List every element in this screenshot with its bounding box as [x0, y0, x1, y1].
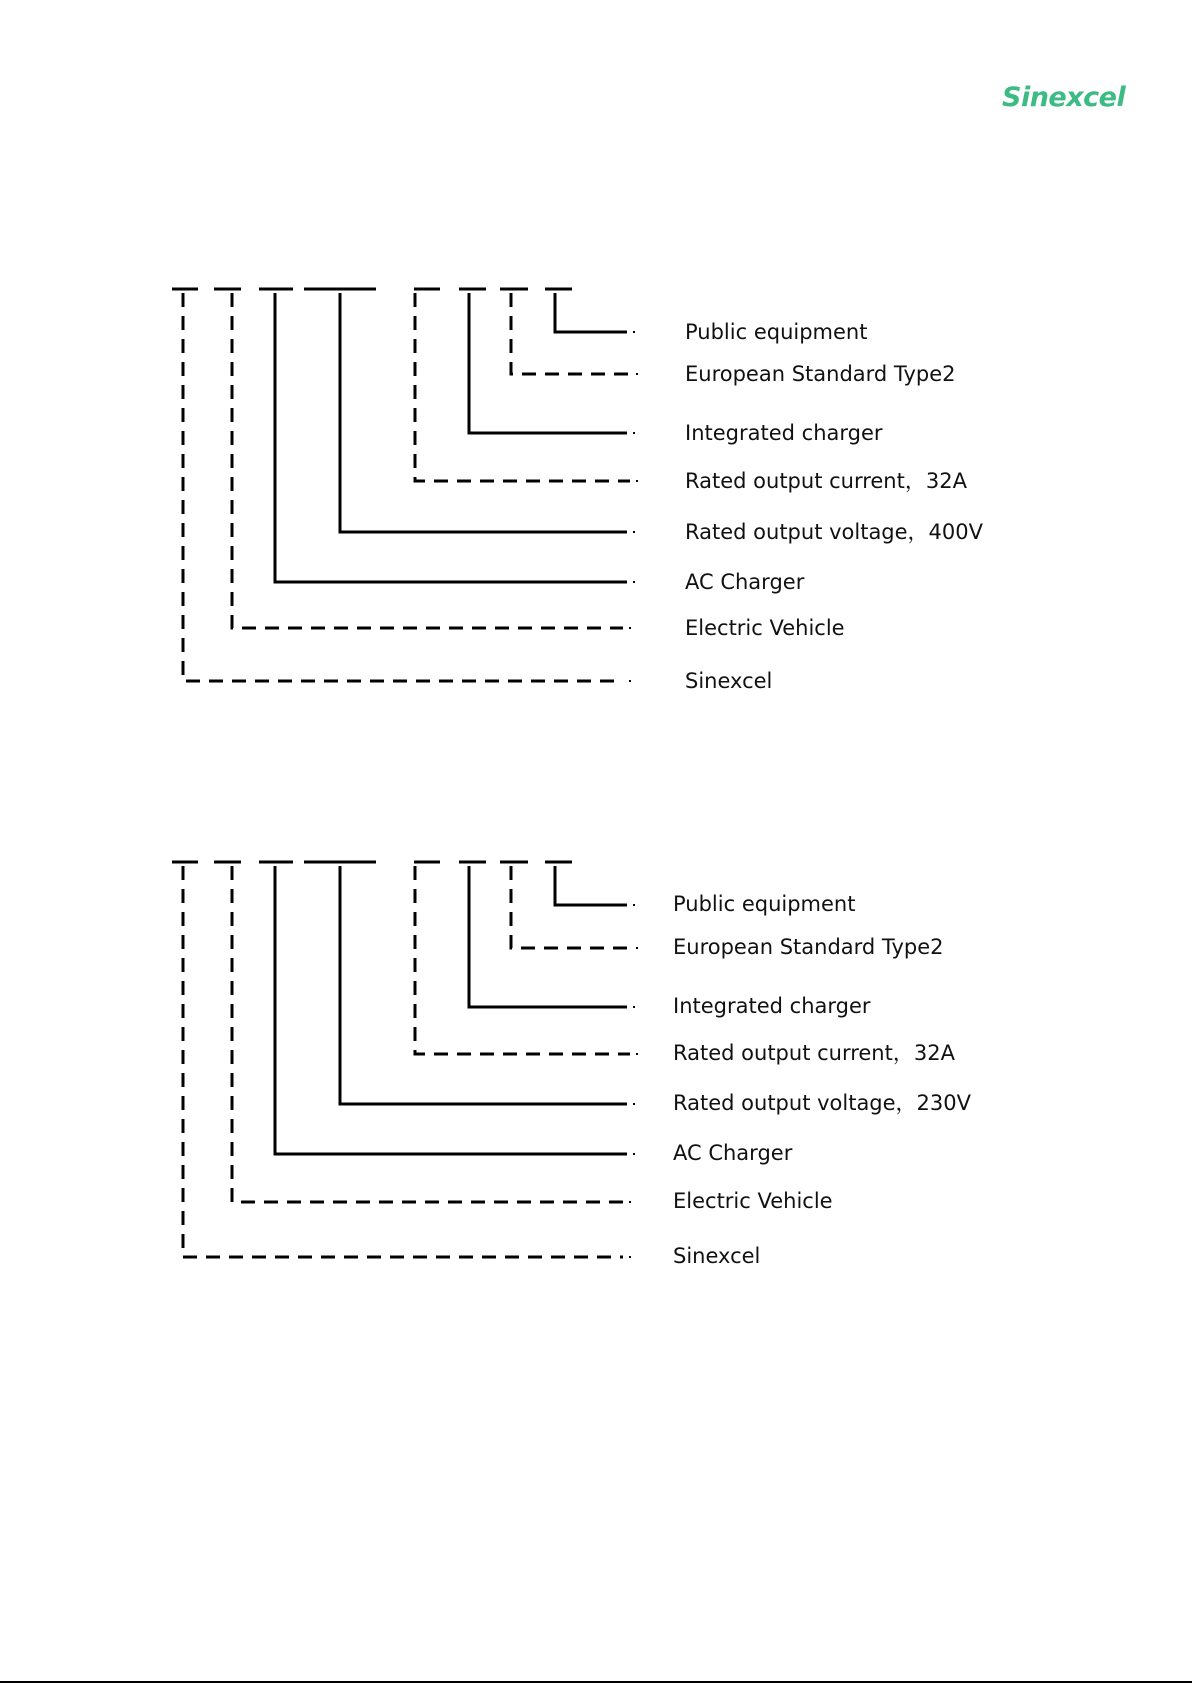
leader-line-rated-output-voltage-230v — [340, 866, 627, 1104]
label-rated-output-current-32a: Rated output current，32A — [673, 1041, 955, 1065]
leader-line-public-equipment — [555, 866, 627, 905]
label-european-standard-type2: European Standard Type2 — [673, 935, 944, 959]
label-ac-charger: AC Charger — [673, 1141, 793, 1165]
label-public-equipment: Public equipment — [673, 892, 856, 916]
leader-line-electric-vehicle — [232, 293, 623, 628]
label-integrated-charger: Integrated charger — [685, 421, 883, 445]
leader-line-sinexcel — [183, 293, 623, 681]
leader-line-ac-charger — [275, 866, 627, 1154]
label-integrated-charger: Integrated charger — [673, 994, 871, 1018]
label-european-standard-type2: European Standard Type2 — [685, 362, 956, 386]
sinexcel-logo: Sinexcel — [1002, 82, 1126, 113]
leader-line-integrated-charger — [469, 293, 627, 433]
leader-line-rated-output-current-32a — [415, 866, 630, 1054]
leader-line-rated-output-voltage-400v — [340, 293, 627, 532]
label-ac-charger: AC Charger — [685, 570, 805, 594]
leader-line-integrated-charger — [469, 866, 627, 1007]
label-public-equipment: Public equipment — [685, 320, 868, 344]
footer-rule — [0, 1681, 1192, 1683]
label-rated-output-voltage-230v: Rated output voltage，230V — [673, 1091, 972, 1115]
label-electric-vehicle: Electric Vehicle — [673, 1189, 833, 1213]
model-code-diagram-1 — [172, 289, 984, 693]
leader-line-electric-vehicle — [232, 866, 623, 1202]
leader-line-european-standard-type2 — [511, 866, 630, 948]
model-code-diagram-2 — [172, 862, 972, 1268]
leader-line-public-equipment — [555, 293, 627, 332]
leader-line-sinexcel — [183, 866, 623, 1257]
label-rated-output-current-32a: Rated output current，32A — [685, 469, 967, 493]
leader-line-ac-charger — [275, 293, 627, 582]
label-electric-vehicle: Electric Vehicle — [685, 616, 845, 640]
label-sinexcel: Sinexcel — [673, 1244, 761, 1268]
label-rated-output-voltage-400v: Rated output voltage，400V — [685, 520, 984, 544]
leader-line-rated-output-current-32a — [415, 293, 630, 481]
label-sinexcel: Sinexcel — [685, 669, 773, 693]
